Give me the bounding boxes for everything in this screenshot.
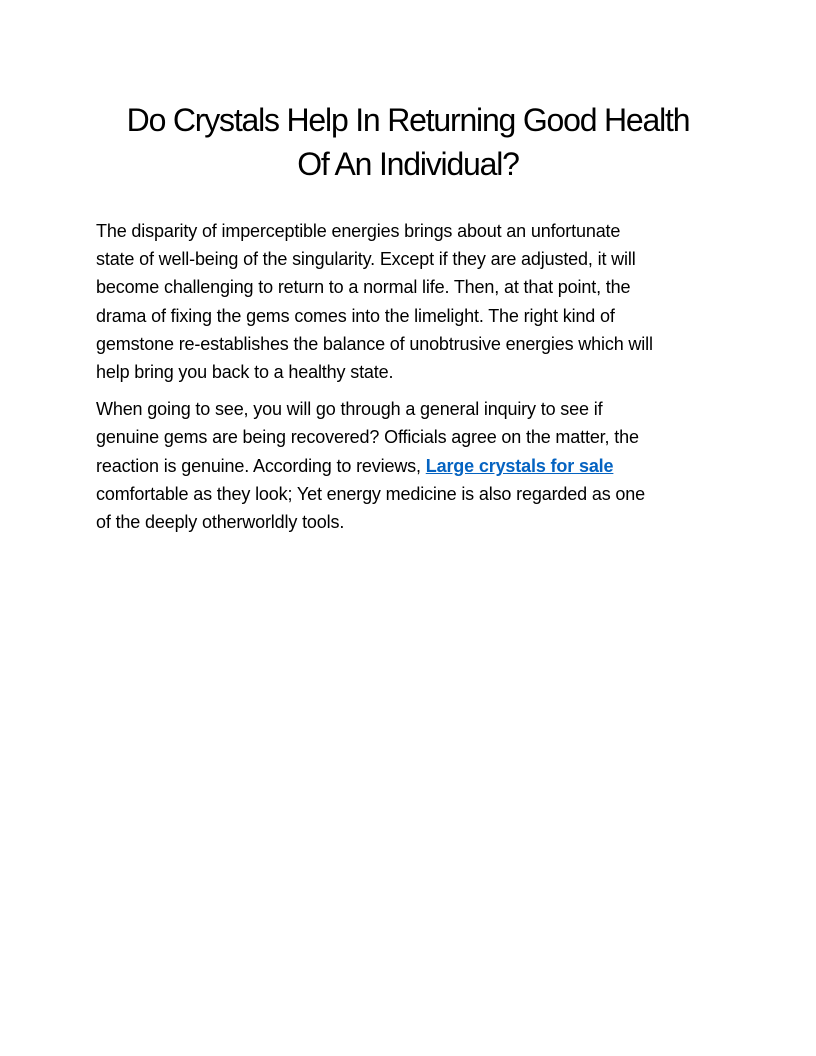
paragraph-line: state of well-being of the singularity. Except if they are adjusted, it will (96, 249, 636, 270)
page-title (96, 98, 720, 186)
document-body (96, 217, 720, 545)
title-line-1: Do Crystals Help In Returning Good Health (126, 102, 690, 138)
paragraph-2 (96, 395, 720, 536)
paragraph-line: The disparity of imperceptible energies brings about an unfortunate (96, 221, 621, 241)
title-line-2: Of An Individual? (297, 146, 519, 182)
paragraph-text: reaction is genuine. According to reviews, (96, 455, 426, 476)
paragraph-line-with-link (96, 452, 720, 480)
paragraph-line: When going to see, you will go through a general inquiry to see if (96, 399, 603, 420)
paragraph-line: genuine gems are being recovered? Officials agree on the matter, the (96, 427, 639, 448)
paragraph-1 (96, 217, 720, 386)
paragraph-line: of the deeply otherworldly tools. (96, 512, 345, 533)
paragraph-line: gemstone re-establishes the balance of unobtrusive energies which will (96, 333, 653, 354)
paragraph-line: comfortable as they look; Yet energy medicine is also regarded as one (96, 483, 645, 504)
paragraph-line: become challenging to return to a normal life. Then, at that point, the (96, 277, 631, 298)
paragraph-line: drama of fixing the gems comes into the limelight. The right kind of (96, 305, 615, 326)
paragraph-line: help bring you back to a healthy state. (96, 362, 394, 383)
large-crystals-link[interactable]: Large crystals for sale (425, 455, 614, 476)
